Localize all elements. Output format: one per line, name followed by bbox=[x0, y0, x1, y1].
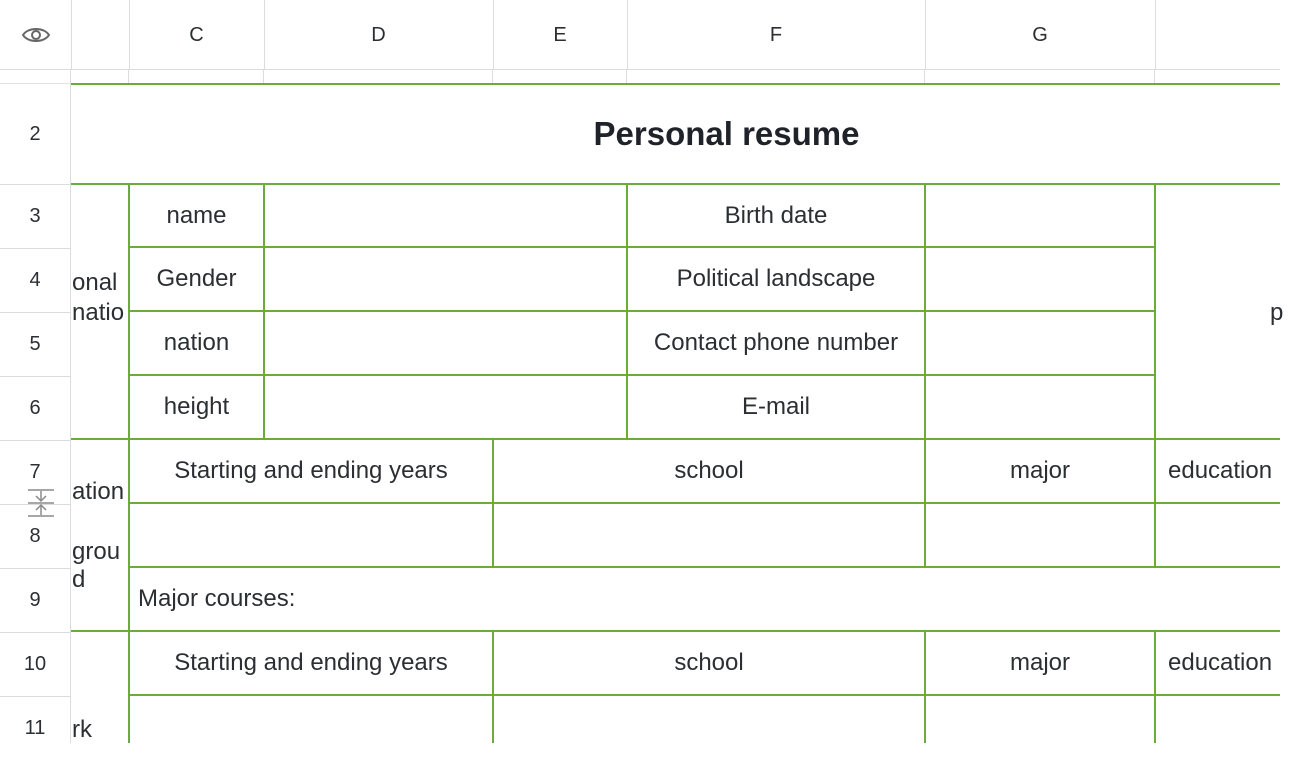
gap-divider bbox=[128, 70, 129, 84]
gap-divider bbox=[492, 70, 493, 84]
row-header-3[interactable]: 3 bbox=[0, 184, 70, 249]
edu-major-input[interactable] bbox=[926, 504, 1154, 566]
personal-info-group-label: natio bbox=[72, 299, 125, 326]
freeze-rows-icon[interactable] bbox=[26, 487, 56, 519]
work-header-major[interactable]: major bbox=[1009, 649, 1070, 676]
gap-divider bbox=[626, 70, 627, 84]
education-group-label: ation bbox=[72, 478, 125, 505]
eye-icon[interactable] bbox=[21, 25, 51, 45]
row-header-9[interactable]: 9 bbox=[0, 568, 70, 633]
column-header-e[interactable]: E bbox=[493, 0, 628, 70]
label-birth-date[interactable]: Birth date bbox=[724, 201, 828, 229]
sheet-title[interactable]: Personal resume bbox=[593, 115, 860, 152]
column-header-c[interactable]: C bbox=[129, 0, 265, 70]
row-header-7[interactable]: 7 bbox=[0, 440, 70, 505]
gap-divider bbox=[924, 70, 925, 84]
grid-line bbox=[924, 183, 926, 439]
row-header-bar bbox=[0, 84, 71, 743]
education-group-label: grou bbox=[72, 538, 121, 565]
column-header-h[interactable] bbox=[1155, 0, 1280, 70]
work-group-label: rk bbox=[72, 716, 92, 743]
edu-education-input[interactable] bbox=[1156, 504, 1280, 566]
label-name[interactable]: name bbox=[166, 201, 227, 229]
edu-header-years[interactable]: Starting and ending years bbox=[174, 457, 448, 484]
edu-years-input[interactable] bbox=[130, 504, 492, 566]
photo-label: p bbox=[1270, 299, 1284, 326]
column-header-d[interactable]: D bbox=[264, 0, 494, 70]
edu-school-input[interactable] bbox=[494, 504, 924, 566]
hidden-row-strip bbox=[0, 70, 1280, 84]
label-gender[interactable]: Gender bbox=[156, 265, 237, 292]
label-email[interactable]: E-mail bbox=[741, 393, 810, 420]
grid-line bbox=[263, 183, 265, 439]
gap-divider bbox=[70, 70, 71, 84]
grid-line bbox=[1154, 183, 1156, 439]
gap-divider bbox=[263, 70, 264, 84]
column-header-b[interactable] bbox=[71, 0, 130, 70]
label-political-landscape[interactable]: Political landscape bbox=[676, 265, 876, 292]
personal-info-group-label: onal bbox=[72, 269, 118, 296]
edu-header-school[interactable]: school bbox=[674, 457, 744, 484]
label-contact-phone[interactable]: Contact phone number bbox=[653, 329, 899, 356]
column-header-g[interactable]: G bbox=[925, 0, 1156, 70]
row-header-6[interactable]: 6 bbox=[0, 376, 70, 441]
gap-divider bbox=[1154, 70, 1155, 84]
label-nation[interactable]: nation bbox=[163, 329, 230, 356]
row-header-2[interactable]: 2 bbox=[0, 84, 70, 185]
row-header-11[interactable]: 11 bbox=[24, 716, 46, 739]
select-all-corner[interactable] bbox=[0, 0, 72, 70]
edu-header-major[interactable]: major bbox=[1009, 457, 1070, 484]
work-header-school[interactable]: school bbox=[674, 649, 744, 676]
grid-line bbox=[128, 694, 1280, 696]
edu-header-education[interactable]: education bbox=[1168, 457, 1273, 484]
column-header-bar bbox=[0, 0, 1280, 70]
row-header-10[interactable]: 10 bbox=[0, 632, 70, 697]
label-height[interactable]: height bbox=[163, 393, 230, 420]
work-header-education[interactable]: education bbox=[1168, 649, 1273, 676]
row-header-4[interactable]: 4 bbox=[0, 248, 70, 313]
education-group-label: d bbox=[72, 566, 86, 593]
work-header-years[interactable]: Starting and ending years bbox=[174, 649, 448, 676]
row-header-8[interactable]: 8 bbox=[0, 504, 70, 569]
major-courses-cell[interactable]: Major courses: bbox=[138, 585, 296, 612]
row-header-5[interactable]: 5 bbox=[0, 312, 70, 377]
column-header-f[interactable]: F bbox=[627, 0, 926, 70]
